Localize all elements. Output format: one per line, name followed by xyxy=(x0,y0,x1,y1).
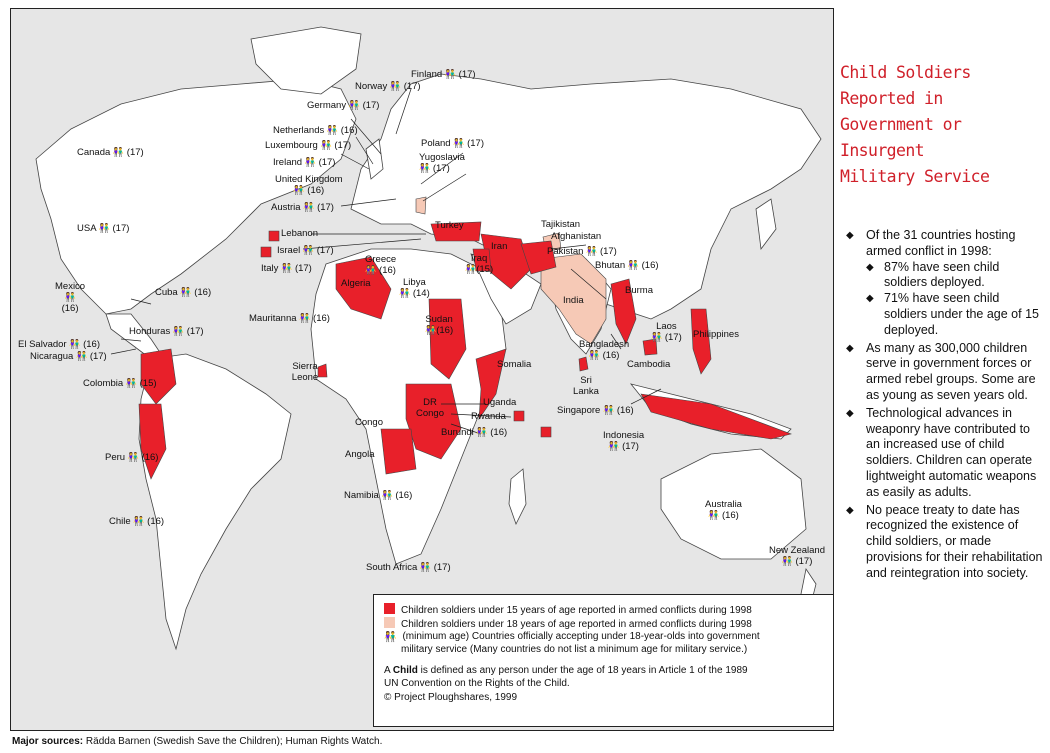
label-austria: Austria 👫 (17) xyxy=(271,202,334,213)
label-sri-lanka: Sri Lanka xyxy=(573,375,599,397)
children-figure-icon: 👫 xyxy=(384,632,397,643)
legend-under18-swatch xyxy=(384,617,395,628)
sidebar-title xyxy=(840,60,1045,190)
label-luxembourg: Luxembourg 👫 (17) xyxy=(265,140,352,151)
label-honduras: Honduras 👫 (17) xyxy=(129,326,204,337)
legend-child-def: A Child is defined as any person under the age of 18 years in Article 1 of the 1989 xyxy=(384,665,748,676)
label-chile: Chile 👫 (16) xyxy=(109,516,165,527)
label-canada: Canada 👫 (17) xyxy=(77,147,144,158)
label-cambodia: Cambodia xyxy=(627,359,671,370)
label-rwanda: Rwanda xyxy=(471,411,506,422)
fact-sub-item: ◆ 87% have seen child soldiers deployed. xyxy=(866,259,1000,290)
label-drcongo: DR Congo xyxy=(416,397,444,419)
label-yugoslavia: Yugoslavia 👫 (17) xyxy=(419,152,465,174)
label-new-zealand: New Zealand 👫 (17) xyxy=(769,545,825,567)
legend-min-age xyxy=(384,631,760,645)
label-australia: Australia 👫 (16) xyxy=(705,499,742,521)
legend-under15 xyxy=(384,603,752,618)
label-italy: Italy 👫 (17) xyxy=(261,263,312,274)
label-somalia: Somalia xyxy=(497,359,532,370)
label-cuba: Cuba 👫 (16) xyxy=(155,287,212,298)
diamond-bullet-icon: ◆ xyxy=(846,342,854,354)
diamond-bullet-icon: ◆ xyxy=(846,407,854,419)
label-india: India xyxy=(563,295,584,306)
region-israel-swatch xyxy=(261,247,271,257)
label-tajikistan: Tajikistan xyxy=(541,219,581,230)
label-uk: United Kingdom 👫 (16) xyxy=(275,174,343,196)
label-iraq: Iraq 👫(15) xyxy=(465,253,494,275)
label-singapore: Singapore 👫 (16) xyxy=(557,405,634,416)
sidebar xyxy=(840,60,1045,584)
title-line-2: Government or Insurgent xyxy=(840,115,962,160)
fact-item: ◆ Technological advances in weaponry have contributed to an increased use of child soldiers. Children can operate lightweight automatic weapons as easily as adults. xyxy=(846,405,1037,499)
label-ireland: Ireland 👫 (17) xyxy=(273,157,336,168)
label-el-salvador: El Salvador 👫 (16) xyxy=(18,339,100,350)
label-burma: Burma xyxy=(625,285,653,296)
label-norway: Norway 👫 (17) xyxy=(355,81,421,92)
region-rwanda-swatch xyxy=(514,411,524,421)
fact-item: ◆ As many as 300,000 children serve in government forces or armed rebel groups. Some are as young as seven years old. xyxy=(846,340,1036,402)
label-angola: Angola xyxy=(345,449,375,460)
map-legend xyxy=(373,594,834,727)
diamond-bullet-icon: ◆ xyxy=(846,230,854,241)
label-laos: Laos 👫 (17) xyxy=(651,321,682,343)
label-lebanon: Lebanon xyxy=(281,228,318,239)
label-turkey: Turkey xyxy=(435,220,464,231)
fact-list xyxy=(846,228,1045,582)
label-libya: Libya 👫 (14) xyxy=(399,277,430,299)
fact-item: ◆ No peace treaty to date has recognized the existence of child soldiers, or made provisions for their rehabilitation and reintegration into society. xyxy=(846,502,1043,580)
label-burundi: Burundi 👫 (16) xyxy=(441,427,508,438)
legend-under15-swatch xyxy=(384,603,395,614)
region-angola xyxy=(381,429,416,474)
label-uganda: Uganda xyxy=(483,397,517,408)
legend-under15-text: Children soldiers under 15 years of age reported in armed conflicts during 1998 xyxy=(401,605,752,616)
legend-child-def-2: UN Convention on the Rights of the Child. xyxy=(384,678,570,689)
sources-footer: Major sources: Rädda Barnen (Swedish Save the Children); Human Rights Watch. xyxy=(12,736,383,747)
fact-sub-item: ◆ 71% have seen child soldiers under the age of 15 deployed. xyxy=(866,291,1039,337)
world-map xyxy=(10,8,834,731)
label-pakistan: Pakistan 👫 (17) xyxy=(547,246,617,257)
label-colombia: Colombia 👫 (15) xyxy=(83,378,157,389)
label-finland: Finland 👫 (17) xyxy=(411,69,476,80)
label-bhutan: Bhutan 👫 (16) xyxy=(595,260,659,271)
label-afghanistan: Afghanistan xyxy=(551,231,602,242)
diamond-bullet-icon: ◆ xyxy=(866,293,874,305)
label-israel: Israel 👫 (17) xyxy=(277,245,334,256)
label-mexico: Mexico 👫 (16) xyxy=(55,281,86,314)
diamond-bullet-icon: ◆ xyxy=(846,504,854,516)
label-philippines: Philippines xyxy=(693,329,739,340)
label-netherlands: Netherlands 👫 (16) xyxy=(273,125,358,136)
legend-copyright: © Project Ploughshares, 1999 xyxy=(384,692,518,703)
label-peru: Peru 👫 (16) xyxy=(105,452,159,463)
diamond-bullet-icon: ◆ xyxy=(866,261,874,273)
region-burundi-swatch xyxy=(541,427,551,437)
title-line-3: Military Service xyxy=(840,167,990,186)
label-namibia: Namibia 👫 (16) xyxy=(344,490,413,501)
label-south-africa: South Africa 👫 (17) xyxy=(366,562,451,573)
title-line-1: Child Soldiers Reported in xyxy=(840,63,971,108)
fact-item: ◆ Of the 31 countries hosting armed conflict in 1998: ◆ 87% have seen child soldiers deployed. ◆ 71% have seen child soldiers under the age of 15 deployed. xyxy=(846,228,1045,339)
legend-under18-text: Children soldiers under 18 years of age reported in armed conflicts during 1998 xyxy=(401,619,752,630)
label-usa: USA 👫 (17) xyxy=(77,223,130,234)
label-greece: Greece 👫 (16) xyxy=(365,254,397,276)
label-germany: Germany 👫 (17) xyxy=(307,100,380,111)
label-sierra-leone: Sierra Leone xyxy=(291,361,319,383)
label-nicaragua: Nicaragua 👫 (17) xyxy=(30,351,107,362)
label-iran: Iran xyxy=(491,241,508,252)
label-bangladesh: Bangladesh 👫 (16) xyxy=(579,339,630,361)
legend-under18 xyxy=(384,617,752,632)
label-mauritanna: Mauritanna 👫 (16) xyxy=(249,313,330,324)
legend-min-age-text: (minimum age) Countries officially accepting under 18-year-olds into government xyxy=(402,631,760,642)
label-congo: Congo xyxy=(355,417,383,428)
label-algeria: Algeria xyxy=(341,278,371,289)
region-yugoslavia xyxy=(416,197,426,214)
label-poland: Poland 👫 (17) xyxy=(421,138,484,149)
label-indonesia: Indonesia 👫 (17) xyxy=(603,430,645,452)
region-lebanon-swatch xyxy=(269,231,279,241)
legend-min-age-2: military service (Many countries do not list a minimum age for military service.) xyxy=(401,644,748,655)
label-sudan: Sudan 👫(16) xyxy=(425,314,454,336)
